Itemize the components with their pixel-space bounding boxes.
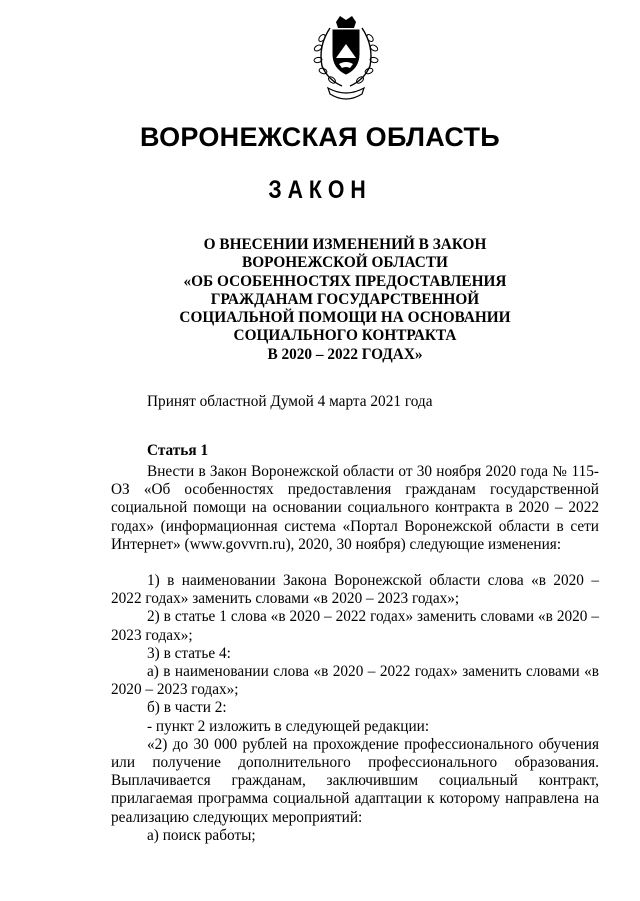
adoption-note: Принят областной Думой 4 марта 2021 года <box>147 393 433 410</box>
amendment-item: 2) в статье 1 слова «в 2020 – 2022 годах» заменить словами «в 2020 – 2023 годах»; <box>111 608 599 644</box>
law-heading-line: ГРАЖДАНАМ ГОСУДАРСТВЕННОЙ <box>210 290 480 308</box>
amendment-item: а) поиск работы; <box>147 826 256 844</box>
amendment-item: - пункт 2 изложить в следующей редакции: <box>147 717 430 735</box>
amendment-item: «2) до 30 000 рублей на прохождение профессионального обучения или получение дополнительного профессионального образования. Выплачивается гражданам, заключившим социальный контракт, прилагаемая программа социальной адаптации к которому направлена на реализацию следующих мероприятий: <box>111 735 599 826</box>
amendment-item: а) в наименовании слова «в 2020 – 2022 годах» заменить словами «в 2020 – 2023 годах»; <box>111 663 599 699</box>
amendment-item: б) в части 2: <box>147 699 227 717</box>
law-heading-line: СОЦИАЛЬНОГО КОНТРАКТА <box>233 327 457 345</box>
law-heading-line: ВОРОНЕЖСКОЙ ОБЛАСТИ <box>242 254 448 272</box>
region-title: ВОРОНЕЖСКАЯ ОБЛАСТЬ <box>139 122 501 152</box>
article-title: Статья 1 <box>147 442 209 459</box>
law-heading-line: В 2020 – 2022 ГОДАХ» <box>267 345 423 363</box>
coat-of-arms-icon <box>306 14 386 110</box>
law-heading-line: СОЦИАЛЬНОЙ ПОМОЩИ НА ОСНОВАНИИ <box>179 309 511 327</box>
law-heading <box>170 236 520 364</box>
law-heading-line: «ОБ ОСОБЕННОСТЯХ ПРЕДОСТАВЛЕНИЯ <box>183 272 507 290</box>
article-intro: Внести в Закон Воронежской области от 30 ноября 2020 года № 115-ОЗ «Об особенностях предоставления гражданам государственной социальной помощи на основании социального контракта в 2020 – 2022 годах» (информационная система «Портал Воронежской области в сети Интернет» (www.govvrn.ru), 2020, 30 ноября) следующие изменения: <box>111 463 599 553</box>
article-body <box>111 463 599 845</box>
document-type-title: ЗАКОН <box>268 176 372 204</box>
law-heading-line: О ВНЕСЕНИИ ИЗМЕНЕНИЙ В ЗАКОН <box>203 236 487 253</box>
amendment-item: 1) в наименовании Закона Воронежской области слова «в 2020 – 2022 годах» заменить словами «в 2020 – 2023 годах»; <box>111 572 599 608</box>
amendment-item: 3) в статье 4: <box>147 644 231 662</box>
